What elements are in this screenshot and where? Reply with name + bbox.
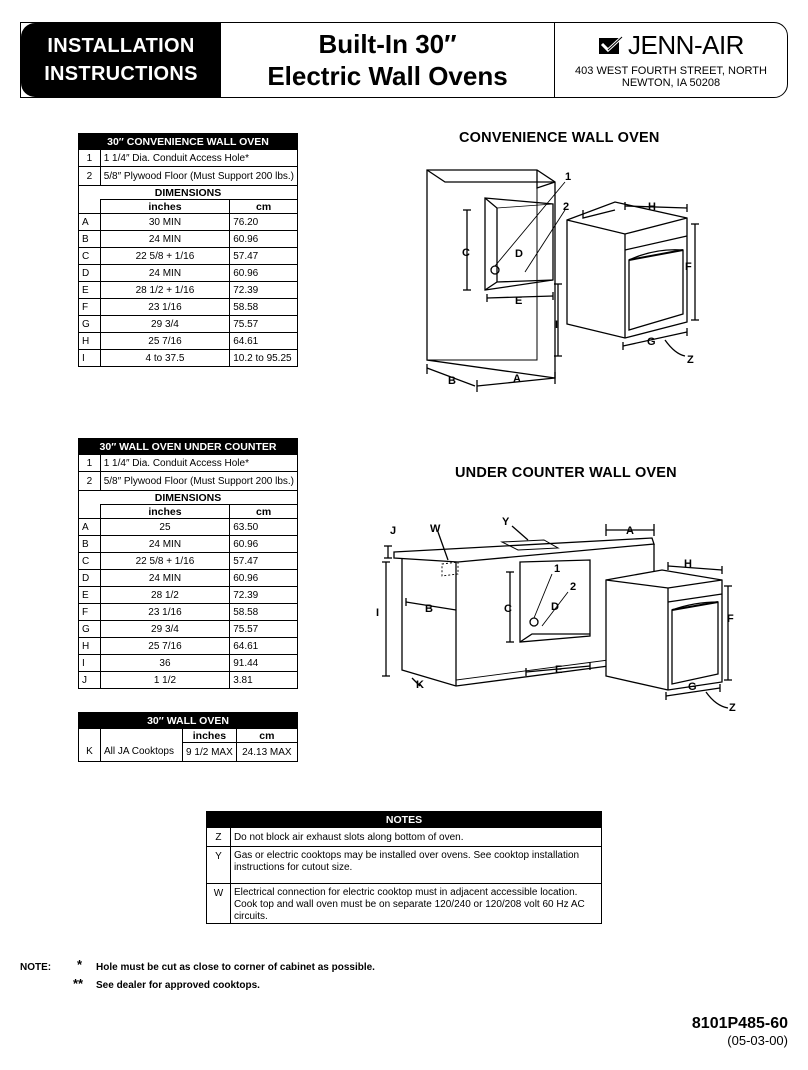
brand-logo xyxy=(555,30,787,61)
dimension-cm: 75.57 xyxy=(230,316,298,333)
dimension-row xyxy=(79,282,298,299)
dimension-row xyxy=(79,536,298,553)
label-2: 2 xyxy=(570,581,577,593)
item-text: 5/8″ Plywood Floor (Must Support 200 lbs.) xyxy=(100,167,297,186)
dimension-key: C xyxy=(79,248,101,265)
dimension-cm: 60.96 xyxy=(230,570,298,587)
col-cm: cm xyxy=(230,200,298,214)
dimension-row xyxy=(79,333,298,350)
table-title: 30″ CONVENIENCE WALL OVEN xyxy=(79,134,298,150)
table-title: 30″ WALL OVEN xyxy=(79,713,298,729)
label-C: C xyxy=(462,247,470,259)
wall-oven-cooktop-table xyxy=(78,712,298,762)
label-Z: Z xyxy=(729,702,736,714)
dimension-inches: 30 MIN xyxy=(100,214,230,231)
item-id: 1 xyxy=(79,455,101,472)
label-E: E xyxy=(555,664,563,676)
dimension-row xyxy=(79,672,298,689)
dimension-inches: 25 xyxy=(100,519,230,536)
col-inches: inches xyxy=(183,729,237,743)
document-date: (05-03-00) xyxy=(727,1033,788,1048)
label-C: C xyxy=(504,603,512,615)
dimension-key: I xyxy=(79,655,101,672)
note-key: W xyxy=(207,884,231,924)
dimension-cm: 72.39 xyxy=(230,587,298,604)
label-G: G xyxy=(688,681,697,693)
dimension-row xyxy=(79,553,298,570)
badge-line1: INSTALLATION xyxy=(47,35,195,57)
note-text: Gas or electric cooktops may be installed over ovens. See cooktop installation instructions for cutout size. xyxy=(230,847,601,884)
dimension-row xyxy=(79,621,298,638)
dimension-inches: 25 7/16 xyxy=(100,333,230,350)
dimension-cm: 91.44 xyxy=(230,655,298,672)
jenn-air-logo-icon xyxy=(598,35,624,57)
label-D: D xyxy=(515,248,523,260)
dimension-inches: 4 to 37.5 xyxy=(100,350,230,367)
label-I: I xyxy=(376,607,380,619)
item-id: 1 xyxy=(79,150,101,167)
col-cm: cm xyxy=(230,505,298,519)
row-key: K xyxy=(79,743,101,762)
brand-name: JENN-AIR xyxy=(628,30,744,60)
label-H: H xyxy=(648,201,656,213)
row-label: All JA Cooktops xyxy=(100,743,182,762)
label-G: G xyxy=(647,336,656,348)
dimension-inches: 28 1/2 + 1/16 xyxy=(100,282,230,299)
dimension-inches: 36 xyxy=(100,655,230,672)
document-number-block xyxy=(692,1015,788,1048)
notes-table xyxy=(206,811,602,924)
header xyxy=(20,22,788,98)
address-line2: NEWTON, IA 50208 xyxy=(621,77,721,89)
label-J: J xyxy=(390,525,397,537)
label-1: 1 xyxy=(554,563,561,575)
dimension-row xyxy=(79,231,298,248)
item-id: 2 xyxy=(79,472,101,491)
label-Y: Y xyxy=(502,516,510,528)
dimension-row xyxy=(79,316,298,333)
dimension-row xyxy=(79,248,298,265)
label-2: 2 xyxy=(563,201,570,213)
label-W: W xyxy=(430,523,441,535)
dimension-key: E xyxy=(79,587,101,604)
dimension-key: F xyxy=(79,299,101,316)
note-text: Do not block air exhaust slots along bottom of oven. xyxy=(230,828,601,847)
dimension-key: G xyxy=(79,316,101,333)
dimension-key: H xyxy=(79,333,101,350)
dimension-inches: 22 5/8 + 1/16 xyxy=(100,553,230,570)
label-K: K xyxy=(416,679,424,691)
label-F: F xyxy=(685,261,692,273)
dimensions-header: DIMENSIONS xyxy=(79,186,298,200)
label-B: B xyxy=(425,603,433,615)
item-id: 2 xyxy=(79,167,101,186)
note-key: Y xyxy=(207,847,231,884)
dimension-cm: 57.47 xyxy=(230,248,298,265)
dimension-row xyxy=(79,604,298,621)
label-D: D xyxy=(551,601,559,613)
label-A: A xyxy=(513,373,521,385)
item-text: 1 1/4″ Dia. Conduit Access Hole* xyxy=(100,150,297,167)
note-text: Electrical connection for electric cooktop must in adjacent accessible location. Cook top and wall oven must be on separate 120/240 or 120/208 volt 60 Hz AC circuits. xyxy=(230,884,601,924)
dimension-row xyxy=(79,214,298,231)
footnote-star1: * xyxy=(77,957,83,972)
under-counter-diagram-title: UNDER COUNTER WALL OVEN xyxy=(455,465,677,481)
dimension-cm: 75.57 xyxy=(230,621,298,638)
label-I: I xyxy=(555,319,559,331)
address-line1: 403 WEST FOURTH STREET, NORTH xyxy=(575,65,767,77)
footnote-star2: ** xyxy=(73,976,84,991)
label-A: A xyxy=(626,525,634,537)
dimension-key: D xyxy=(79,265,101,282)
row-cm: 24.13 MAX xyxy=(236,743,297,762)
dimension-inches: 24 MIN xyxy=(100,231,230,248)
dimension-inches: 22 5/8 + 1/16 xyxy=(100,248,230,265)
document-number: 8101P485-60 xyxy=(691,1015,788,1032)
dimension-key: B xyxy=(79,231,101,248)
footnote-text1: Hole must be cut as close to corner of cabinet as possible. xyxy=(96,962,375,973)
dimension-inches: 29 3/4 xyxy=(100,621,230,638)
wall-oven-under-counter-table xyxy=(78,438,298,689)
installation-instructions-badge xyxy=(21,23,221,97)
badge-line2: INSTRUCTIONS xyxy=(44,63,198,85)
dimension-cm: 63.50 xyxy=(230,519,298,536)
dimension-cm: 57.47 xyxy=(230,553,298,570)
dimensions-header: DIMENSIONS xyxy=(79,491,298,505)
dimension-inches: 23 1/16 xyxy=(100,604,230,621)
brand-block xyxy=(555,23,787,97)
dimension-row xyxy=(79,519,298,536)
convenience-wall-oven-table xyxy=(78,133,298,367)
label-B: B xyxy=(448,375,456,387)
note-key: Z xyxy=(207,828,231,847)
dimension-inches: 29 3/4 xyxy=(100,316,230,333)
dimension-cm: 10.2 to 95.25 xyxy=(230,350,298,367)
dimension-row xyxy=(79,265,298,282)
dimension-row xyxy=(79,299,298,316)
under-counter-wall-oven-diagram xyxy=(372,510,752,720)
dimension-key: I xyxy=(79,350,101,367)
dimension-inches: 24 MIN xyxy=(100,570,230,587)
item-text: 5/8″ Plywood Floor (Must Support 200 lbs.) xyxy=(100,472,297,491)
table-title: 30″ WALL OVEN UNDER COUNTER xyxy=(79,439,298,455)
dimension-cm: 58.58 xyxy=(230,604,298,621)
dimension-cm: 3.81 xyxy=(230,672,298,689)
convenience-wall-oven-diagram xyxy=(415,160,705,400)
dimension-cm: 60.96 xyxy=(230,536,298,553)
dimension-inches: 28 1/2 xyxy=(100,587,230,604)
dimension-key: A xyxy=(79,214,101,231)
notes-title: NOTES xyxy=(207,812,602,828)
dimension-row xyxy=(79,587,298,604)
col-cm: cm xyxy=(236,729,297,743)
item-text: 1 1/4″ Dia. Conduit Access Hole* xyxy=(100,455,297,472)
brand-address xyxy=(555,65,787,89)
dimension-cm: 58.58 xyxy=(230,299,298,316)
dimension-inches: 25 7/16 xyxy=(100,638,230,655)
dimension-key: G xyxy=(79,621,101,638)
dimension-cm: 60.96 xyxy=(230,231,298,248)
dimension-cm: 76.20 xyxy=(230,214,298,231)
dimension-inches: 23 1/16 xyxy=(100,299,230,316)
dimension-row xyxy=(79,638,298,655)
dimension-key: J xyxy=(79,672,101,689)
dimension-key: A xyxy=(79,519,101,536)
dimension-cm: 72.39 xyxy=(230,282,298,299)
dimension-key: C xyxy=(79,553,101,570)
document-title xyxy=(221,23,555,97)
dimension-key: D xyxy=(79,570,101,587)
dimension-cm: 64.61 xyxy=(230,638,298,655)
col-inches: inches xyxy=(100,505,230,519)
label-Z: Z xyxy=(687,354,694,366)
title-line2: Electric Wall Ovens xyxy=(267,61,508,91)
label-F: F xyxy=(727,613,734,625)
title-line1: Built-In 30″ xyxy=(318,29,457,59)
dimension-row xyxy=(79,655,298,672)
dimension-row xyxy=(79,350,298,367)
col-inches: inches xyxy=(100,200,230,214)
footnote-text2: See dealer for approved cooktops. xyxy=(96,980,260,991)
label-E: E xyxy=(515,295,523,307)
dimension-cm: 64.61 xyxy=(230,333,298,350)
dimension-inches: 24 MIN xyxy=(100,265,230,282)
row-inches: 9 1/2 MAX xyxy=(183,743,237,762)
dimension-key: B xyxy=(79,536,101,553)
dimension-row xyxy=(79,570,298,587)
dimension-inches: 1 1/2 xyxy=(100,672,230,689)
dimension-cm: 60.96 xyxy=(230,265,298,282)
dimension-key: H xyxy=(79,638,101,655)
label-1: 1 xyxy=(565,171,572,183)
dimension-key: E xyxy=(79,282,101,299)
label-H: H xyxy=(684,558,692,570)
footnote-label: NOTE: xyxy=(20,962,52,973)
dimension-key: F xyxy=(79,604,101,621)
convenience-diagram-title: CONVENIENCE WALL OVEN xyxy=(459,130,660,146)
dimension-inches: 24 MIN xyxy=(100,536,230,553)
